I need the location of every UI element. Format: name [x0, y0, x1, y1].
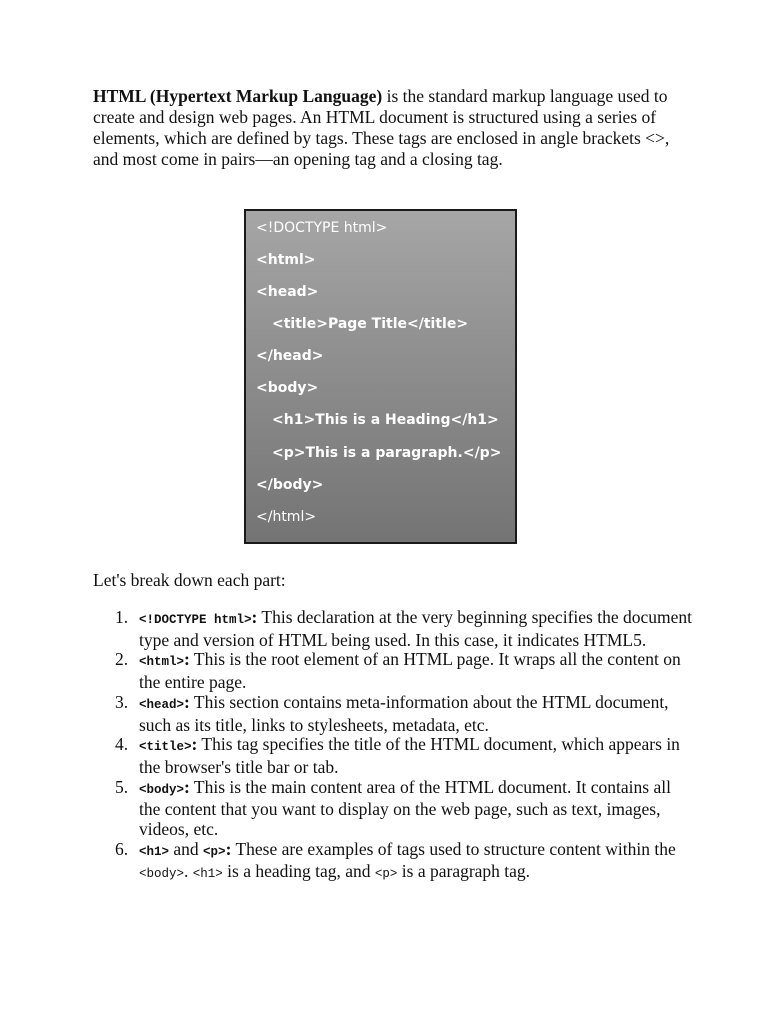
list-item-text: This declaration at the very beginning specifies the document type and version of HTML being used. In this case, it indicates HTML5.	[139, 607, 692, 650]
intro-paragraph	[93, 86, 693, 170]
intro-paren-open: (	[145, 86, 156, 106]
list-item-text: This is the main content area of the HTML document. It contains all the content that you want to display on the web page, such as text, images, videos, etc.	[139, 776, 671, 840]
code-line-head-open: <head>	[256, 284, 319, 300]
list-item-text: .	[184, 861, 193, 882]
list-item-number: 1.	[115, 607, 129, 627]
list-item-and: and	[169, 838, 204, 859]
list-item-colon: :	[184, 776, 190, 797]
list-item	[93, 693, 693, 735]
inline-code-h1: <h1>	[192, 867, 223, 882]
intro-term: HTML	[93, 86, 146, 106]
list-item-colon: :	[184, 691, 190, 712]
code-line-doctype: <!DOCTYPE html>	[256, 220, 388, 236]
list-item-colon: :	[225, 838, 232, 859]
list-item-tag: <html>	[139, 655, 185, 670]
inline-code-p: <p>	[374, 867, 398, 882]
intro-text: is the standard markup language used to create and design web pages. An HTML document is structured using a series of elements, which are defined by tags. These tags are enclosed in angle brackets <>, and most come in pairs—an opening tag and a closing tag.	[93, 86, 670, 169]
code-line-body-open: <body>	[256, 380, 319, 396]
list-item-tag: <!DOCTYPE html>	[139, 613, 252, 627]
list-item	[93, 735, 693, 777]
list-item-tag: <title>	[139, 740, 192, 755]
breakdown-list	[93, 608, 693, 885]
list-item-colon: :	[191, 734, 198, 755]
code-line-html-close: </html>	[256, 509, 317, 525]
code-line-h1: <h1>This is a Heading</h1>	[272, 412, 499, 428]
list-item-tag: <h1>	[139, 844, 170, 859]
code-example-box	[244, 209, 517, 544]
intro-paren-close: )	[376, 86, 383, 106]
list-item-tag: <body>	[139, 782, 185, 797]
code-line-title: <title>Page Title</title>	[272, 316, 469, 332]
list-item-text: This tag specifies the title of the HTML document, which appears in the browser's title bar or tab.	[139, 734, 680, 777]
list-item-number: 4.	[115, 734, 129, 755]
list-item	[93, 840, 693, 885]
list-item-text: These are examples of tags used to structure content within the	[231, 838, 676, 859]
code-line-html-open: <html>	[256, 252, 316, 268]
list-item-text: This section contains meta-information about the HTML document, such as its title, links to stylesheets, metadata, etc.	[139, 691, 669, 735]
list-item	[93, 650, 693, 692]
code-line-p: <p>This is a paragraph.</p>	[272, 445, 502, 461]
list-item-text: is a heading tag, and	[222, 861, 375, 882]
list-item-colon: :	[251, 607, 258, 627]
list-item-text: This is the root element of an HTML page. It wraps all the content on the entire page.	[139, 649, 681, 693]
list-item-number: 3.	[115, 691, 129, 712]
intro-term-full: Hypertext Markup Language	[155, 86, 377, 106]
list-item-number: 2.	[115, 649, 129, 670]
list-item-tag: <head>	[139, 697, 185, 712]
code-line-body-close: </body>	[256, 477, 324, 493]
list-item-number: 6.	[115, 838, 129, 859]
inline-code-body: <body>	[139, 867, 185, 882]
list-item	[93, 778, 693, 840]
list-item-text: is a paragraph tag.	[397, 861, 531, 882]
list-item	[93, 608, 693, 650]
list-item-tag: <p>	[203, 844, 226, 859]
list-item-number: 5.	[115, 776, 129, 797]
list-item-colon: :	[184, 649, 190, 670]
code-line-head-close: </head>	[256, 348, 324, 364]
breakdown-heading: Let's break down each part:	[93, 570, 286, 590]
